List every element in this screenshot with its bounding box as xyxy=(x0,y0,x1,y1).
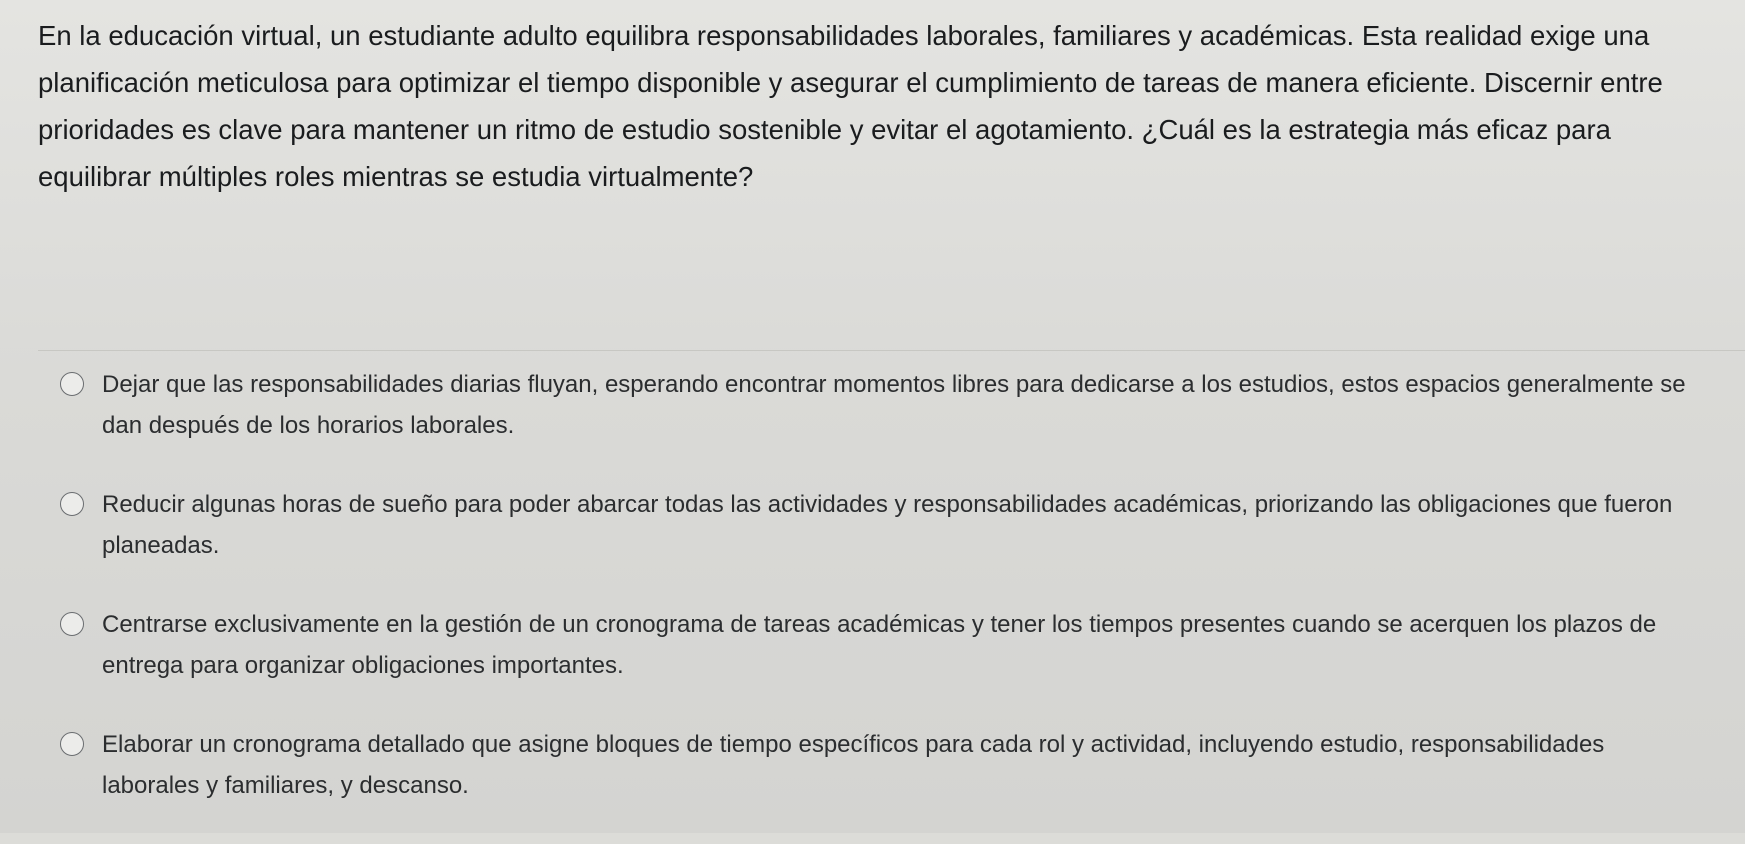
radio-button-option-2[interactable] xyxy=(60,492,84,516)
answer-option-1[interactable] xyxy=(60,364,1740,484)
answer-options xyxy=(60,364,1740,844)
answer-option-4-label[interactable]: Elaborar un cronograma detallado que asigne bloques de tiempo especíﬁcos para cada rol y actividad, incluyendo estudio, responsabilidades laborales y familiares, y descanso. xyxy=(102,731,1605,799)
answer-option-3-label[interactable]: Centrarse exclusivamente en la gestión de un cronograma de tareas académicas y tener los tiempos presentes cuando se acerquen los plazos de entrega para organizar obligaciones importantes. xyxy=(102,611,1657,679)
question-text: En la educación virtual, un estudiante adulto equilibra responsabilidades laborales, familiares y académicas. Esta realidad exige una planiﬁcación meticulosa para optimizar el tiempo disponible y asegurar el cumplimiento de tareas de manera eﬁciente. Discernir entre prioridades es clave para mantener un ritmo de estudio sostenible y evitar el agotamiento. ¿Cuál es la estrategia más eﬁcaz para equilibrar múltiples roles mientras se estudia virtualmente? xyxy=(38,20,1663,192)
answer-option-1-label[interactable]: Dejar que las responsabilidades diarias fluyan, esperando encontrar momentos libres para dedicarse a los estudios, estos espacios generalmente se dan después de los horarios laborales. xyxy=(102,371,1686,439)
divider xyxy=(38,350,1745,351)
answer-option-2[interactable] xyxy=(60,484,1740,604)
answer-option-2-label[interactable]: Reducir algunas horas de sueño para poder abarcar todas las actividades y responsabilidades académicas, priorizando las obligaciones que fueron planeadas. xyxy=(102,491,1673,559)
answer-option-4[interactable] xyxy=(60,724,1740,844)
radio-button-option-4[interactable] xyxy=(60,732,84,756)
radio-button-option-3[interactable] xyxy=(60,612,84,636)
radio-button-option-1[interactable] xyxy=(60,372,84,396)
answer-option-3[interactable] xyxy=(60,604,1740,724)
